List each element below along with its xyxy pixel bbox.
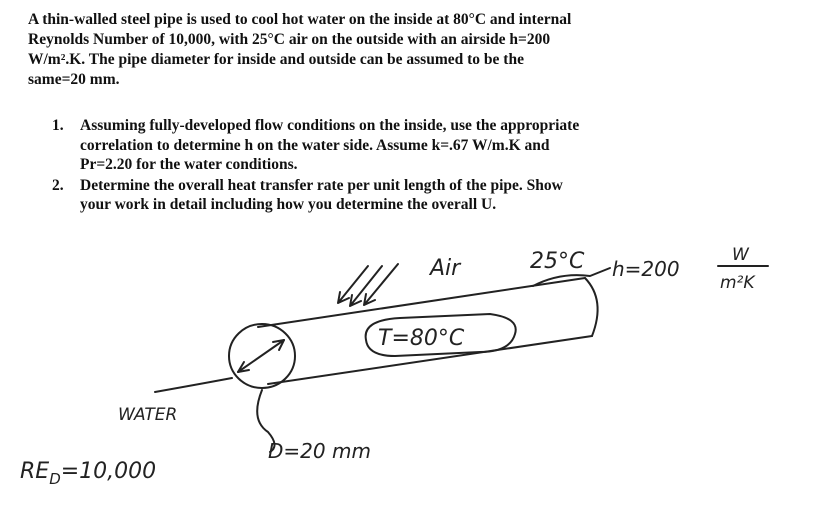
water-label: WATER	[118, 405, 178, 425]
diameter-label: D=20 mm	[268, 439, 371, 463]
h-label: h=200	[612, 257, 680, 281]
question-number: 1.	[52, 117, 64, 134]
air-arrow-2	[350, 266, 382, 306]
reynolds-label: $RE_D=10,000$	[20, 459, 157, 488]
diameter-arrow	[238, 340, 284, 372]
air-arrow-3	[364, 264, 398, 305]
pipe-outlet-end	[585, 278, 598, 336]
air-temperature: 25°C	[530, 249, 585, 274]
h-unit-denominator: m²K	[720, 273, 755, 293]
question-text: Assuming fully-developed flow conditions on the inside, use the appropriate correlation to determine h on the water side. Assume k=.67 W/m.K and Pr=2.20 for the water conditions.	[80, 117, 580, 173]
question-text: Determine the overall heat transfer rate per unit length of the pipe. Show your work in detail including how you determine the overall U.	[80, 176, 563, 213]
h-unit-numerator: W	[732, 245, 749, 265]
air-label: Air	[430, 256, 461, 281]
water-leader	[155, 378, 232, 392]
question-number: 2.	[52, 176, 64, 194]
air-arrow-1	[338, 266, 368, 303]
problem-statement: A thin-walled steel pipe is used to cool hot water on the inside at 80°C and internal Reynolds Number of 10,000, with 25°C air on the outside with an airside h=200 W/m².K. The pipe diameter for inside and outside can be assumed to be the same=20 mm.	[28, 11, 572, 88]
pipe-temperature: T=80°C	[378, 326, 465, 351]
